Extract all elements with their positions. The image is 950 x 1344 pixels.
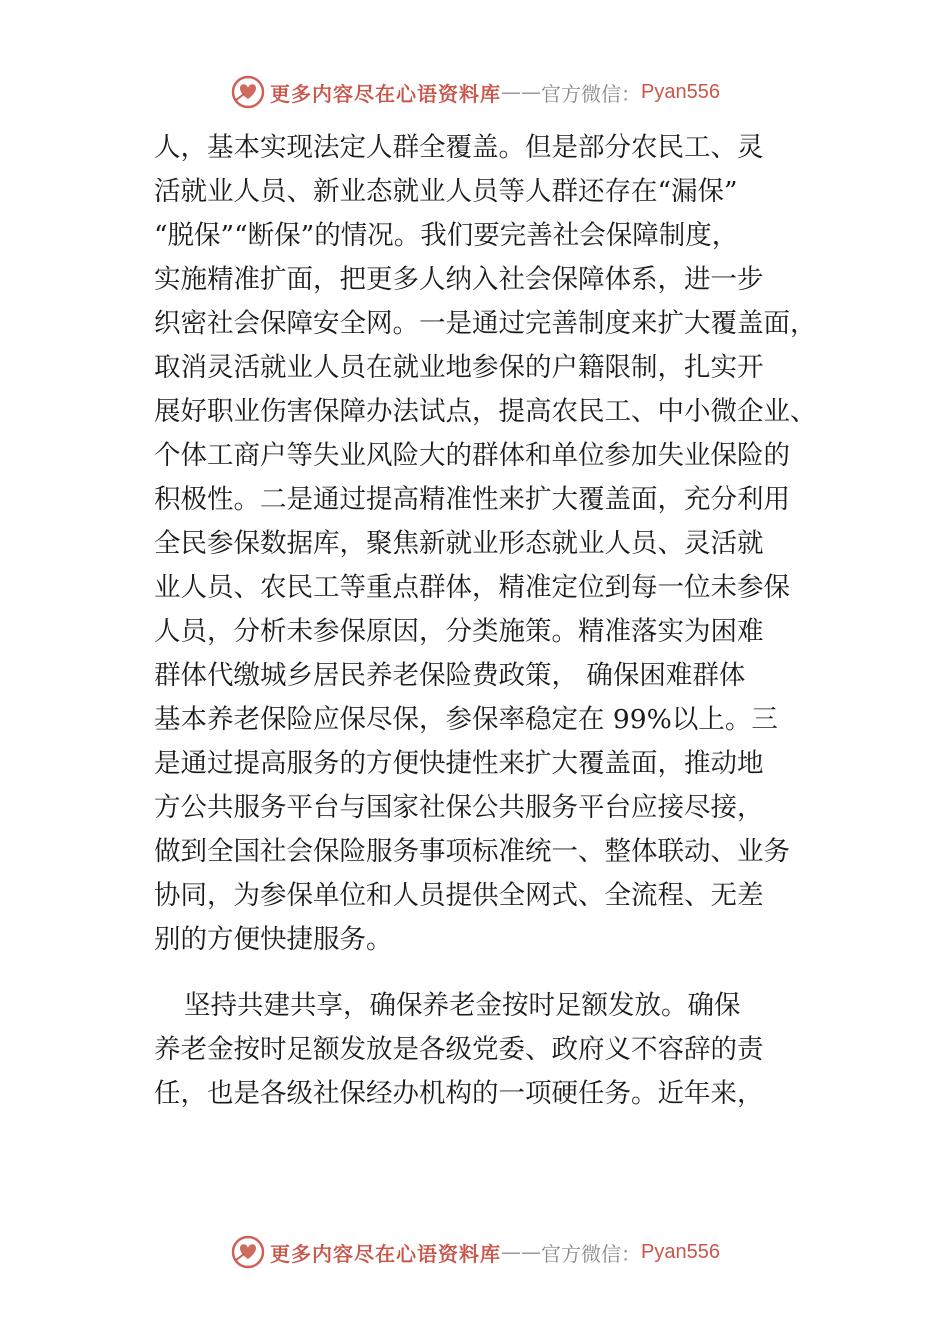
text-line: 实施精准扩面，把更多人纳入社会保障体系，进一步 [154, 264, 764, 295]
text-line: 个体工商户等失业风险大的群体和单位参加失业保险的 [154, 440, 790, 471]
text-line: 任，也是各级社保经办机构的一项硬任务。近年来， [154, 1078, 764, 1109]
paragraph-spacer [154, 962, 834, 984]
heart-logo-icon [230, 1234, 266, 1270]
document-body [154, 126, 834, 1116]
text-line: 协同，为参保单位和人员提供全网式、全流程、无差 [154, 880, 764, 911]
text-line: 活就业人员、新业态就业人员等人群还存在“漏保” [154, 176, 738, 207]
text-line: 方公共服务平台与国家社保公共服务平台应接尽接， [154, 792, 764, 823]
text-line: 取消灵活就业人员在就业地参保的户籍限制，扎实开 [154, 352, 764, 383]
text-line: 是通过提高服务的方便快捷性来扩大覆盖面，推动地 [154, 748, 764, 779]
text-line: 织密社会保障安全网。一是通过完善制度来扩大覆盖面， [154, 308, 817, 339]
text-line: 业人员、农民工等重点群体，精准定位到每一位未参保 [154, 572, 790, 603]
watermark-sub-text: 官方微信： [541, 81, 642, 106]
text-line: 群体代缴城乡居民养老保险费政策， 确保困难群体 [154, 660, 746, 691]
text-line: “脱保”“断保”的情况。我们要完善社会保障制度， [154, 220, 739, 251]
footer-watermark [0, 1232, 950, 1272]
text-line: 坚持共建共享，确保养老金按时足额发放。确保 [184, 990, 741, 1021]
watermark-dash: —— [501, 80, 542, 104]
watermark-id-text: Pyan556 [641, 1240, 720, 1263]
text-line: 养老金按时足额发放是各级党委、政府义不容辞的责 [154, 1034, 764, 1065]
paragraph-1 [154, 126, 834, 962]
text-line: 人员，分析未参保原因，分类施策。精准落实为困难 [154, 616, 764, 647]
text-line: 积极性。二是通过提高精准性来扩大覆盖面，充分利用 [154, 484, 790, 515]
header-watermark [0, 72, 950, 112]
watermark-sub-text: 官方微信： [541, 1241, 642, 1266]
text-line: 做到全国社会保险服务事项标准统一、整体联动、业务 [154, 836, 790, 867]
watermark-main-text: 更多内容尽在心语资料库 [270, 1241, 502, 1266]
paragraph-2 [154, 984, 834, 1116]
watermark-main-text: 更多内容尽在心语资料库 [270, 81, 502, 106]
watermark-id-text: Pyan556 [641, 80, 720, 103]
text-line: 展好职业伤害保障办法试点，提高农民工、中小微企业、 [154, 396, 817, 427]
text-line: 全民参保数据库，聚焦新就业形态就业人员、灵活就 [154, 528, 764, 559]
text-line: 基本养老保险应保尽保，参保率稳定在 99%以上。三 [154, 704, 778, 735]
watermark-dash: —— [501, 1240, 542, 1264]
heart-logo-icon [230, 74, 266, 110]
text-line: 人，基本实现法定人群全覆盖。但是部分农民工、灵 [154, 132, 764, 163]
text-line: 别的方便快捷服务。 [154, 924, 393, 955]
